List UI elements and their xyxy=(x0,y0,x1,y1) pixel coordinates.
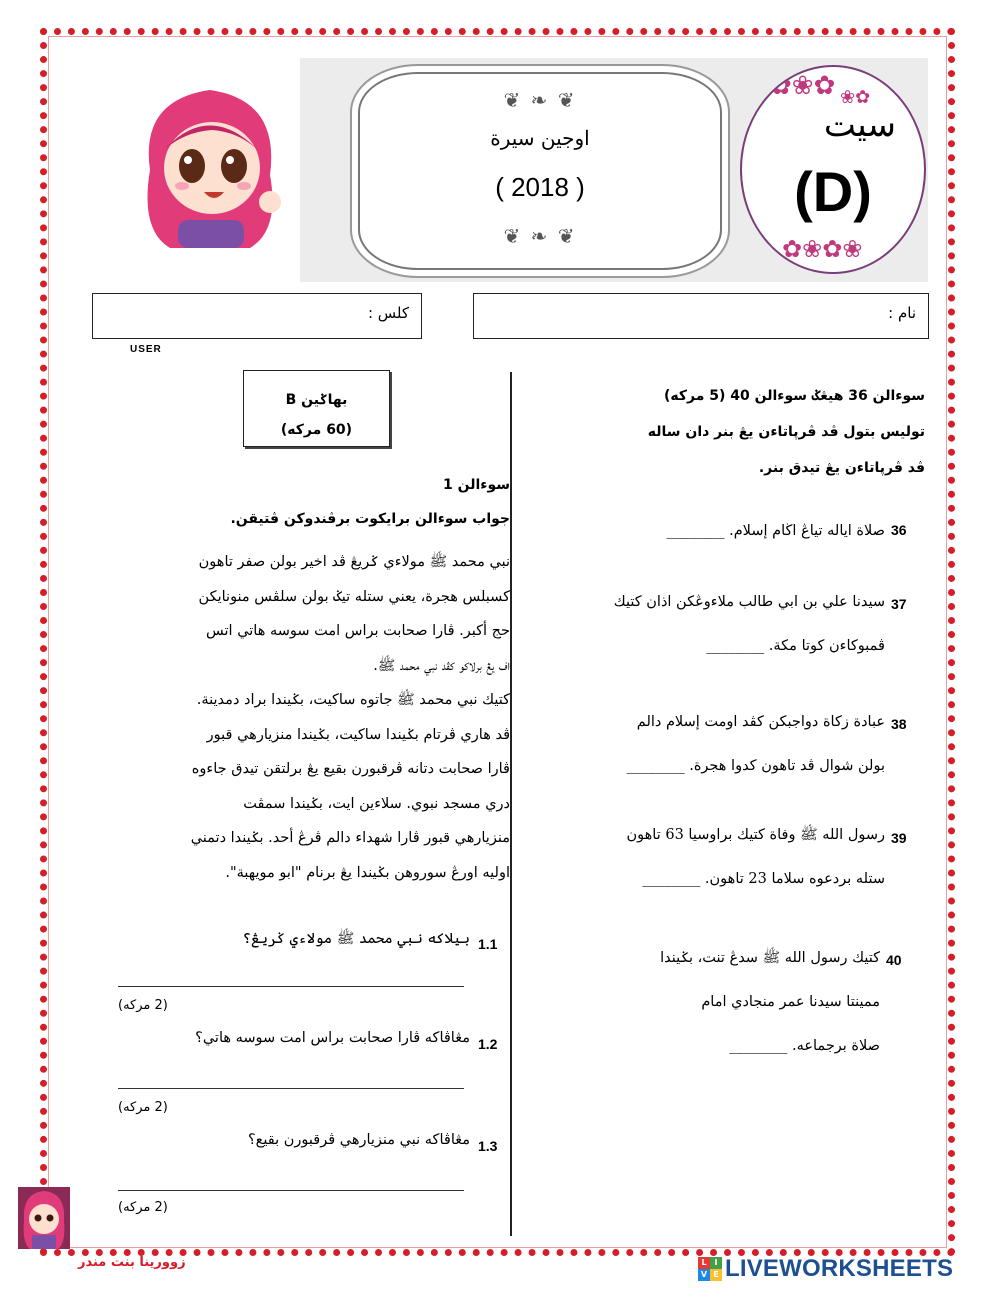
passage-line: حج أكبر. ڤارا صحابت براس امت سوسه هاتي اتس xyxy=(206,623,510,639)
girl-avatar-icon xyxy=(18,1187,70,1249)
instruction-line-2: ڤد ڤرڽاتاءن يڠ تيدق بنر. xyxy=(758,460,925,476)
answer-line[interactable] xyxy=(118,1088,464,1089)
subquestion-marks: (2 مركه) xyxy=(118,998,168,1013)
blossom-icon: ❀✿ xyxy=(840,87,871,108)
passage-line: ڤد هاري ڤرتام بݢيندا ساكيت، بݢيندا منزيارهي قبور xyxy=(206,726,510,743)
question-instruction: جواب سوءالن برايكوت برڤندوكن ڤتيقن. xyxy=(230,511,510,527)
question-number: 37 xyxy=(891,596,907,612)
set-badge xyxy=(740,65,926,274)
answer-line[interactable] xyxy=(118,986,464,987)
question-39-text xyxy=(525,813,885,901)
question-line: ڤمبوكاءن كوتا مكة. ________ xyxy=(706,638,885,654)
passage-line: كسبلس هجرة، يعني ستله تيݢ بولن سلڤس منونايكن xyxy=(198,588,510,605)
question-36-text xyxy=(525,509,885,553)
question-number: 40 xyxy=(886,952,902,968)
question-40-text xyxy=(550,936,880,1068)
part-b-question-heading xyxy=(110,468,510,536)
passage-line: اف يڠ برلاكو كڤد نبي محمد ﷺ. xyxy=(373,657,510,674)
subquestion-number: 1.3 xyxy=(478,1138,498,1154)
ornament-bottom-icon: ❦ ❧ ❦ xyxy=(503,224,577,248)
question-number: 38 xyxy=(891,716,907,732)
passage-line: كتيك نبي محمد ﷺ جاتوه ساكيت، بݢيندا براد دمدينة. xyxy=(196,692,510,708)
question-line: بولن شوال ڤد تاهون كدوا هجرة. ________ xyxy=(626,758,885,774)
question-line: سيدنا علي بن ابي طالب ملاءوڠكن اذان كتيك xyxy=(613,594,885,610)
section-heading xyxy=(505,378,925,486)
set-letter: (D) xyxy=(794,160,872,223)
set-word: سيت xyxy=(823,105,896,145)
question-line: رسول الله ﷺ وفاة كتيك براوسيا 63 تاهون xyxy=(626,827,885,843)
blossom-icon: ✿❀✿ xyxy=(770,71,836,101)
class-label: كلس : xyxy=(367,304,409,322)
question-line: صلاة برجماعه. ________ xyxy=(729,1038,880,1054)
part-b-marks: (60 مركه) xyxy=(280,422,353,438)
subquestion-text: بيلاكه نبي محمد ﷺ مولاءي ݢريڠ؟ xyxy=(242,931,470,947)
question-line: كتيك رسول الله ﷺ سدڠ تنت، بݢيندا xyxy=(660,950,880,966)
title-plate xyxy=(358,72,722,270)
passage-line: دري مسجد نبوي. سلاءين ايت، بݢيندا سمڤت xyxy=(243,795,510,812)
question-line: ممينتا سيدنا عمر منجادي امام xyxy=(701,994,880,1010)
subquestion-marks: (2 مركه) xyxy=(118,1100,168,1115)
question-number: 36 xyxy=(891,522,907,538)
passage-line: نبي محمد ﷺ مولاءي ݢريڠ ڤد اخير بولن صفر تاهون xyxy=(198,554,510,570)
section-heading-text: سوءالن 36 هيڠݢ سوءالن 40 (5 مركه) xyxy=(663,388,925,404)
question-line: ستله بردعوه سلاما 23 تاهون. ________ xyxy=(642,871,885,887)
passage-line: اوليه اورڠ سوروهن بݢيندا يڠ برنام "ابو مويهبة". xyxy=(225,864,510,881)
column-divider xyxy=(510,372,512,1236)
part-b-title: بهاݢين B xyxy=(285,392,348,408)
blossom-icon: ✿❀✿❀ xyxy=(782,235,863,263)
question-number: 39 xyxy=(891,830,907,846)
question-label: سوءالن 1 xyxy=(443,477,510,493)
subquestion-text: مڠاڤاكه ڤارا صحابت براس امت سوسه هاتي؟ xyxy=(195,1030,470,1046)
class-field[interactable] xyxy=(92,293,422,339)
subquestion-marks: (2 مركه) xyxy=(118,1200,168,1215)
ornament-top-icon: ❦ ❧ ❦ xyxy=(503,88,577,112)
part-b-box xyxy=(243,370,390,447)
question-38-text xyxy=(515,700,885,788)
answer-line[interactable] xyxy=(118,1190,464,1191)
cut-off-mark: USER xyxy=(130,344,162,355)
liveworksheets-wordmark: LIVEWORKSHEETS xyxy=(725,1255,954,1282)
liveworksheets-badge-icon: L I V E xyxy=(698,1257,722,1281)
instruction-line-1: توليس بتول ڤد ڤرڽاتاءن يڠ بنر دان ساله xyxy=(647,424,925,440)
question-line: عبادة زكاة دواجبكن كڤد اومت إسلام دالم xyxy=(636,714,885,730)
question-37-text xyxy=(525,580,885,668)
author-credit: زوورينا بنت مندر xyxy=(78,1255,186,1270)
passage-line: ڤارا صحابت دتانه ڤرقبورن بقيع يڠ برلتقن تيدق جاءوه xyxy=(191,761,510,777)
passage-line: منزيارهي قبور ڤارا شهداء دالم ڤرڠ أحد. بݢيندا دتمني xyxy=(190,830,510,846)
subquestion-text: مڠاڤاكه نبي منزيارهي ڤرقبورن بقيع؟ xyxy=(247,1132,470,1148)
worksheet-year: ( 2018 ) xyxy=(495,172,585,202)
subquestion-number: 1.1 xyxy=(478,936,498,952)
worksheet-title: اوجين سيرة xyxy=(490,126,590,150)
liveworksheets-logo[interactable] xyxy=(698,1256,953,1282)
subquestion-number: 1.2 xyxy=(478,1036,498,1052)
name-field[interactable] xyxy=(473,293,929,339)
question-line: صلاة اياله تياڠ اڬام إسلام. ________ xyxy=(666,523,885,539)
name-label: نام : xyxy=(888,304,916,322)
reading-passage xyxy=(110,545,510,890)
girl-hijab-illustration xyxy=(130,80,290,250)
